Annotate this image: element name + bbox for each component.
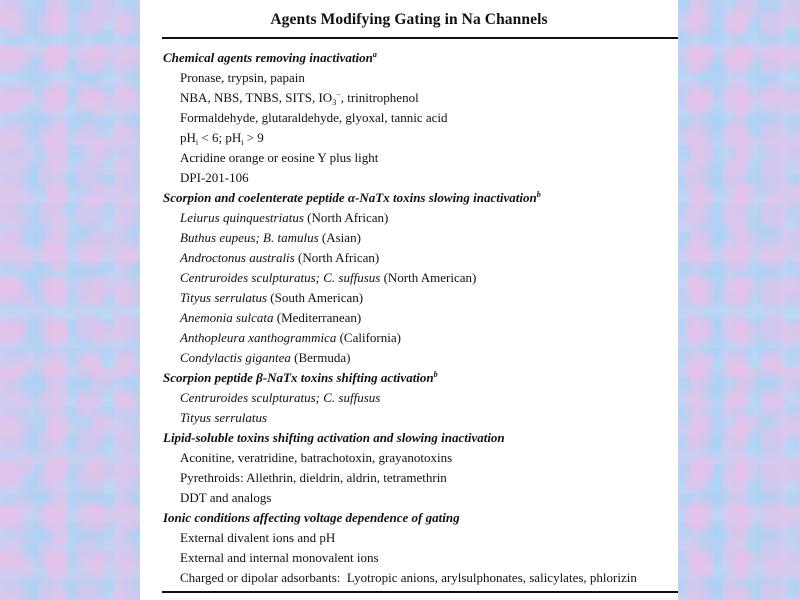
list-item [140,468,678,488]
document-page [140,0,678,600]
species-name: Centruroides sculpturatus; C. suffusus [180,270,381,285]
footnote-marker: a [372,50,377,59]
list-item [140,388,678,408]
top-rule [162,37,678,39]
heading-text: Lipid-soluble toxins shifting activation and slowing inactivation [163,430,505,445]
list-item [140,288,678,308]
species-name: Anthopleura xanthogrammica [180,330,337,345]
agent-list [140,48,678,588]
list-item [140,408,678,428]
item-text: Aconitine, veratridine, batrachotoxin, grayanotoxins [180,450,453,465]
list-item [140,348,678,368]
species-name: Tityus serrulatus [180,410,268,425]
list-item [140,308,678,328]
subscript: 3 [332,98,337,107]
item-text: DPI-201-106 [180,170,249,185]
subscript: i [195,138,199,147]
section-heading-beta-natx [140,368,678,388]
list-item [140,108,678,128]
list-item [140,548,678,568]
bottom-rule [162,591,678,593]
item-text: Pyrethroids: Allethrin, dieldrin, aldrin, tetramethrin [180,470,447,485]
list-item [140,268,678,288]
region-text: (Mediterranean) [273,310,362,325]
item-text: External divalent ions and pH [180,530,336,545]
list-item [140,88,678,108]
section-heading-chemical-agents [140,48,678,68]
list-item [140,448,678,468]
heading-text: Ionic conditions affecting voltage dependence of gating [163,510,460,525]
item-text: Pronase, trypsin, papain [180,70,305,85]
list-item [140,248,678,268]
superscript: − [336,90,341,99]
list-item [140,148,678,168]
subscript: i [241,138,244,147]
list-item [140,568,678,588]
region-text: (Bermuda) [290,350,351,365]
item-text: > 9 [243,130,264,145]
item-text: NBA, NBS, TNBS, SITS, IO [180,90,333,105]
region-text: (California) [336,330,401,345]
region-text: (Asian) [318,230,361,245]
section-heading-alpha-natx [140,188,678,208]
footnote-marker: b [536,190,541,199]
item-text: , trinitrophenol [340,90,419,105]
region-text: (North American) [380,270,477,285]
species-name: Anemonia sulcata [180,310,274,325]
heading-text: Scorpion peptide β-NaTx toxins shifting activation [163,370,434,385]
footnote-marker: b [433,370,438,379]
species-name: Condylactis gigantea [180,350,291,365]
list-item [140,228,678,248]
species-name: Leiurus quinquestriatus [180,210,304,225]
item-text: Acridine orange or eosine Y plus light [180,150,379,165]
list-item [140,128,678,148]
item-text: < 6; pH [198,130,242,145]
species-name: Buthus eupeus; B. tamulus [180,230,319,245]
list-item [140,528,678,548]
list-item [140,488,678,508]
item-text: External and internal monovalent ions [180,550,379,565]
list-item [140,208,678,228]
species-name: Centruroides sculpturatus; C. suffusus [180,390,381,405]
species-name: Tityus serrulatus [180,290,268,305]
item-text: DDT and analogs [180,490,272,505]
heading-text: Scorpion and coelenterate peptide α-NaTx toxins slowing inactivation [163,190,537,205]
list-item [140,168,678,188]
item-text: Charged or dipolar adsorbants: Lyotropic anions, arylsulphonates, salicylates, phlorizin [180,570,637,585]
species-name: Androctonus australis [180,250,295,265]
item-text: Formaldehyde, glutaraldehyde, glyoxal, tannic acid [180,110,448,125]
list-item [140,328,678,348]
section-heading-ionic-conditions [140,508,678,528]
item-text: pH [180,130,196,145]
table-title: Agents Modifying Gating in Na Channels [270,11,548,28]
list-item [140,68,678,88]
region-text: (North African) [303,210,389,225]
region-text: (North African) [294,250,380,265]
region-text: (South American) [267,290,364,305]
section-heading-lipid-soluble-toxins [140,428,678,448]
heading-text: Chemical agents removing inactivation [163,50,373,65]
